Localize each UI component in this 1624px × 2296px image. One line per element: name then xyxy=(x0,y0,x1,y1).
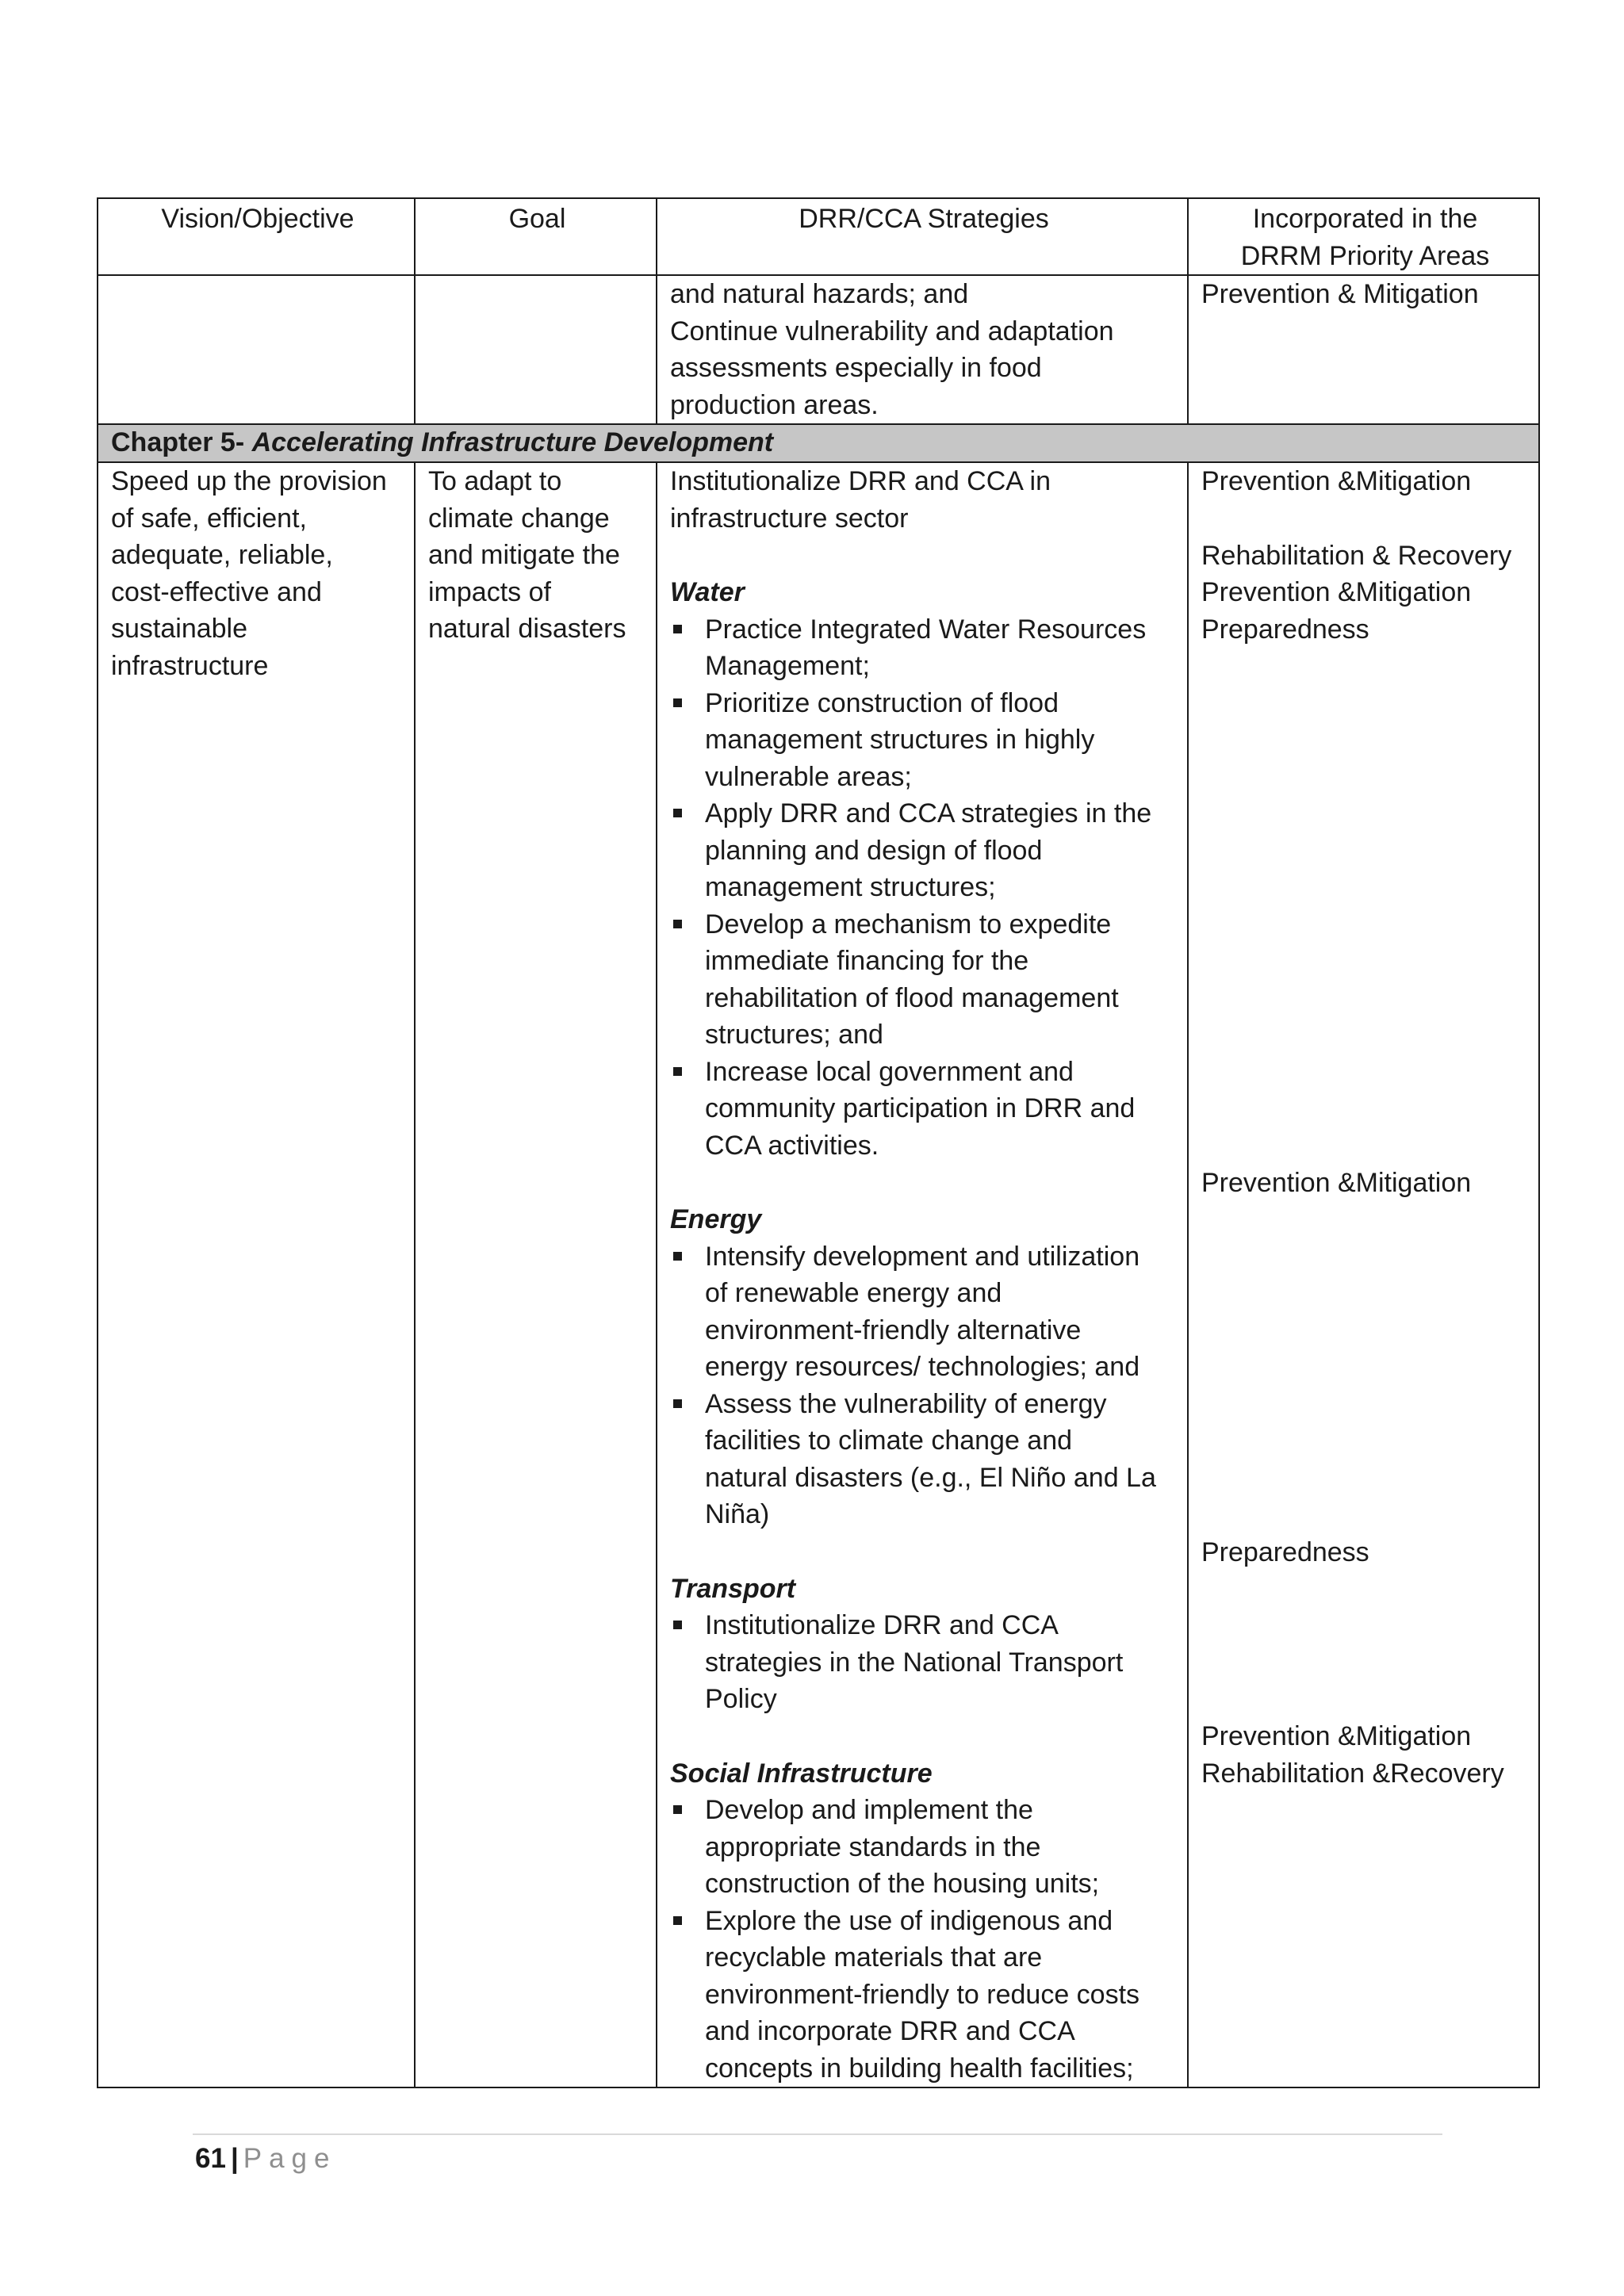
item-line: strategies in the National Transport xyxy=(705,1647,1124,1678)
item-line: community participation in DRR and xyxy=(705,1093,1136,1123)
strategy-intro xyxy=(670,463,1178,537)
square-bullet-icon xyxy=(673,625,682,633)
item-line: and incorporate DRR and CCA xyxy=(705,2016,1075,2046)
water-bullet-list xyxy=(670,611,1178,1165)
page-label: Page xyxy=(243,2143,337,2174)
header-priority-areas xyxy=(1188,198,1539,275)
list-item xyxy=(670,611,1178,685)
section-transport xyxy=(670,1571,1178,1718)
priority-line: Rehabilitation &Recovery xyxy=(1201,1758,1504,1789)
priority-social-infrastructure xyxy=(1201,1718,1529,1792)
header-priority-line-2: DRRM Priority Areas xyxy=(1240,240,1490,271)
chapter-title: Accelerating Infrastructure Development xyxy=(251,427,774,457)
header-vision-objective: Vision/Objective xyxy=(98,198,415,275)
strategy-line: assessments especially in food xyxy=(670,353,1042,383)
list-item xyxy=(670,906,1178,1054)
item-line: concepts in building health facilities; xyxy=(705,2053,1134,2084)
cell-strategies xyxy=(657,462,1188,2087)
square-bullet-icon xyxy=(673,1067,682,1076)
section-heading-social-infrastructure: Social Infrastructure xyxy=(670,1758,933,1789)
drr-strategy-table xyxy=(97,197,1540,2088)
cell-continued-priority: Prevention & Mitigation xyxy=(1188,275,1539,424)
list-item xyxy=(670,795,1178,906)
square-bullet-icon xyxy=(673,1805,682,1814)
square-bullet-icon xyxy=(673,1916,682,1925)
priority-line: Preparedness xyxy=(1201,1536,1369,1567)
item-line: Apply DRR and CCA strategies in the xyxy=(705,798,1152,828)
cell-vision xyxy=(98,462,415,2087)
section-social-infrastructure xyxy=(670,1755,1178,2087)
section-heading-transport: Transport xyxy=(670,1573,796,1604)
page-number: 61 xyxy=(195,2143,226,2174)
priority-line: Preparedness xyxy=(1201,614,1369,645)
item-line: rehabilitation of flood management xyxy=(705,982,1119,1013)
item-line: environment-friendly alternative xyxy=(705,1314,1082,1345)
goal-line: impacts of xyxy=(428,576,551,607)
chapter-prefix: Chapter 5- xyxy=(111,427,245,457)
item-line: immediate financing for the xyxy=(705,946,1029,976)
item-line: Management; xyxy=(705,651,870,681)
cell-goal-empty xyxy=(415,275,657,424)
item-line: planning and design of flood xyxy=(705,835,1043,866)
item-line: facilities to climate change and xyxy=(705,1425,1073,1456)
strategy-line: Continue vulnerability and adaptation xyxy=(670,316,1114,346)
goal-line: natural disasters xyxy=(428,614,626,644)
square-bullet-icon xyxy=(673,698,682,707)
square-bullet-icon xyxy=(673,1399,682,1408)
item-line: Assess the vulnerability of energy xyxy=(705,1388,1107,1419)
item-line: Practice Integrated Water Resources xyxy=(705,614,1147,645)
vision-line: infrastructure xyxy=(111,650,269,681)
priority-line: Prevention &Mitigation xyxy=(1201,466,1472,496)
list-item xyxy=(670,1903,1178,2087)
cell-vision-empty xyxy=(98,275,415,424)
list-item xyxy=(670,685,1178,796)
item-line: Develop and implement the xyxy=(705,1795,1033,1825)
cell-continued-strategies xyxy=(657,275,1188,424)
social-infrastructure-bullet-list xyxy=(670,1792,1178,2087)
list-item xyxy=(670,1792,1178,1903)
square-bullet-icon xyxy=(673,920,682,928)
footer-divider xyxy=(193,2133,1442,2135)
item-line: environment-friendly to reduce costs xyxy=(705,1979,1140,2010)
table-header-row xyxy=(98,198,1539,275)
square-bullet-icon xyxy=(673,809,682,817)
priority-water xyxy=(1201,538,1529,649)
item-line: CCA activities. xyxy=(705,1130,879,1161)
item-line: Intensify development and utilization xyxy=(705,1241,1140,1272)
priority-transport xyxy=(1201,1534,1529,1571)
square-bullet-icon xyxy=(673,1621,682,1629)
item-line: vulnerable areas; xyxy=(705,761,912,792)
vision-line: of safe, efficient, xyxy=(111,503,307,534)
item-line: energy resources/ technologies; and xyxy=(705,1352,1140,1382)
table-row-continued xyxy=(98,275,1539,424)
header-drr-cca-strategies: DRR/CCA Strategies xyxy=(657,198,1188,275)
strategy-line: production areas. xyxy=(670,389,879,420)
item-line: construction of the housing units; xyxy=(705,1869,1100,1899)
list-item xyxy=(670,1238,1178,1386)
goal-line: To adapt to xyxy=(428,466,562,496)
chapter-heading xyxy=(98,424,1539,462)
item-line: appropriate standards in the xyxy=(705,1831,1041,1862)
energy-bullet-list xyxy=(670,1238,1178,1533)
item-line: Institutionalize DRR and CCA xyxy=(705,1610,1059,1640)
item-line: Prioritize construction of flood xyxy=(705,687,1059,718)
page-footer xyxy=(195,2141,336,2177)
list-item xyxy=(670,1607,1178,1718)
square-bullet-icon xyxy=(673,1252,682,1261)
item-line: Explore the use of indigenous and xyxy=(705,1905,1113,1936)
intro-line: infrastructure sector xyxy=(670,503,909,534)
item-line: recyclable materials that are xyxy=(705,1942,1043,1973)
goal-line: climate change xyxy=(428,503,610,534)
section-water xyxy=(670,574,1178,1164)
priority-line: Prevention &Mitigation xyxy=(1201,1168,1472,1198)
item-line: management structures in highly xyxy=(705,725,1095,755)
section-heading-water: Water xyxy=(670,577,745,607)
item-line: management structures; xyxy=(705,872,996,902)
item-line: of renewable energy and xyxy=(705,1278,1002,1308)
header-priority-line-1: Incorporated in the xyxy=(1252,204,1478,234)
header-goal: Goal xyxy=(415,198,657,275)
item-line: Increase local government and xyxy=(705,1056,1074,1087)
goal-line: and mitigate the xyxy=(428,540,620,570)
priority-line: Prevention &Mitigation xyxy=(1201,577,1472,607)
priority-intro xyxy=(1201,463,1529,500)
item-line: natural disasters (e.g., El Niño and La xyxy=(705,1462,1156,1493)
vision-line: cost-effective and xyxy=(111,576,322,607)
vision-line: sustainable xyxy=(111,614,248,644)
section-energy xyxy=(670,1201,1178,1533)
strategy-line: and natural hazards; and xyxy=(670,279,969,309)
cell-goal xyxy=(415,462,657,2087)
item-line: structures; and xyxy=(705,1020,883,1050)
list-item xyxy=(670,1054,1178,1165)
footer-separator: | xyxy=(230,2143,239,2174)
item-line: Policy xyxy=(705,1684,777,1714)
priority-energy xyxy=(1201,1165,1529,1202)
transport-bullet-list xyxy=(670,1607,1178,1718)
priority-line: Prevention &Mitigation xyxy=(1201,1721,1472,1751)
section-heading-energy: Energy xyxy=(670,1204,762,1234)
item-line: Develop a mechanism to expedite xyxy=(705,909,1112,939)
intro-line: Institutionalize DRR and CCA in xyxy=(670,466,1051,496)
priority-line: Rehabilitation & Recovery xyxy=(1201,540,1512,571)
vision-line: adequate, reliable, xyxy=(111,540,333,570)
chapter-heading-row xyxy=(98,424,1539,462)
table-row-infrastructure xyxy=(98,462,1539,2087)
cell-priority-areas xyxy=(1188,462,1539,2087)
list-item xyxy=(670,1386,1178,1533)
vision-line: Speed up the provision xyxy=(111,466,387,496)
item-line: Niña) xyxy=(705,1499,770,1529)
